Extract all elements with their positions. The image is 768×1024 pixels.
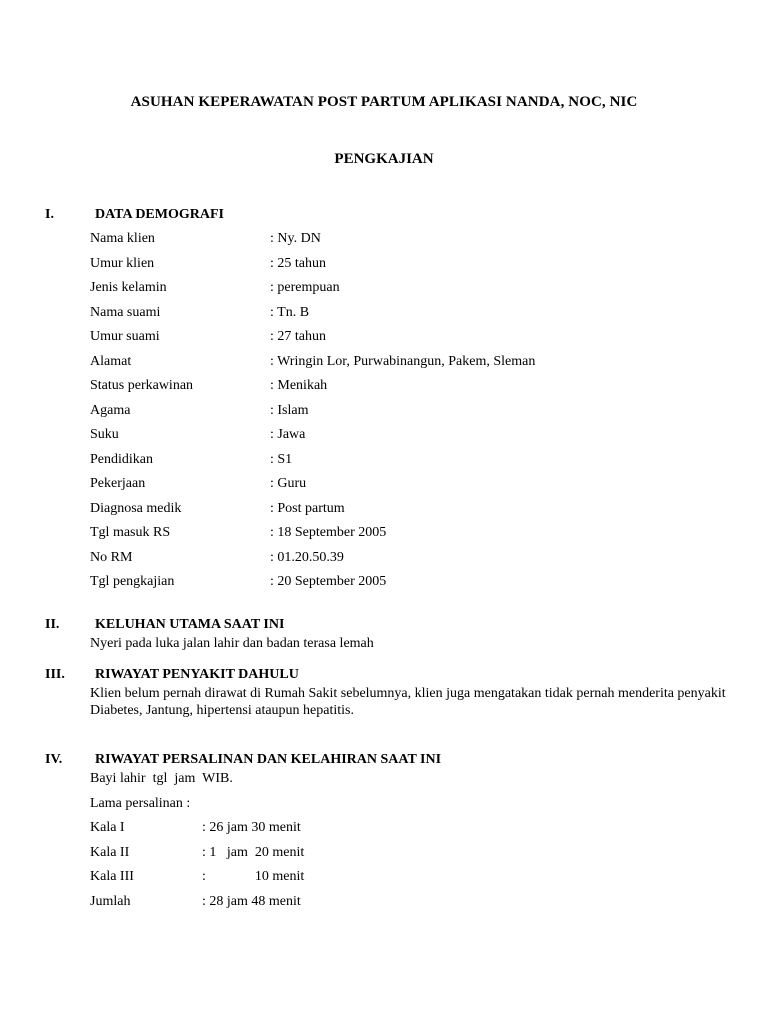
field-value: : Menikah xyxy=(270,378,328,393)
field-row xyxy=(90,476,735,501)
field-row xyxy=(90,305,735,330)
field-row xyxy=(90,403,735,428)
field-row xyxy=(90,378,735,403)
section-riwayat-penyakit xyxy=(45,667,735,719)
section-text: Klien belum pernah dirawat di Rumah Sakit sebelumnya, klien juga mengatakan tidak pernah menderita penyakit Diabetes, Jantung, hipertensi ataupun hepatitis. xyxy=(90,686,726,718)
document-title: ASUHAN KEPERAWATAN POST PARTUM APLIKASI NANDA, NOC, NIC xyxy=(130,94,638,110)
field-row xyxy=(90,501,735,526)
field-row xyxy=(90,550,735,575)
field-label: Jenis kelamin xyxy=(90,280,167,295)
section-riwayat-persalinan xyxy=(45,752,735,918)
field-row xyxy=(90,427,735,452)
section-demografi xyxy=(45,207,735,599)
section-heading xyxy=(45,667,735,685)
field-label: Pekerjaan xyxy=(90,476,146,491)
field-label: Diagnosa medik xyxy=(90,500,182,516)
section-text: Nyeri pada luka jalan lahir dan badan terasa lemah xyxy=(90,636,374,651)
section-number: III. xyxy=(45,667,65,682)
field-value: : S1 xyxy=(270,451,293,467)
field-label: Tgl pengkajian xyxy=(90,574,175,589)
field-row xyxy=(90,256,735,281)
section-heading xyxy=(45,207,735,225)
field-label: Umur suami xyxy=(90,329,160,344)
section-title: RIWAYAT PENYAKIT DAHULU xyxy=(95,667,299,682)
field-label: No RM xyxy=(90,549,133,565)
field-value: : Wringin Lor, Purwabinangun, Pakem, Sleman xyxy=(270,353,536,369)
field-label: Pendidikan xyxy=(90,451,153,467)
field-row xyxy=(90,280,735,305)
field-label: Nama klien xyxy=(90,231,155,246)
labor-heading: Lama persalinan : xyxy=(90,796,191,811)
field-label: Umur klien xyxy=(90,255,155,271)
labor-label: Jumlah xyxy=(90,893,131,909)
field-value: : 18 September 2005 xyxy=(270,525,387,540)
field-label: Agama xyxy=(90,402,131,418)
field-row xyxy=(90,525,735,550)
demographic-fields xyxy=(90,231,735,599)
labor-row xyxy=(90,869,735,894)
labor-value: : 26 jam 30 menit xyxy=(202,820,301,835)
labor-label: Kala I xyxy=(90,820,125,835)
section-heading xyxy=(45,752,735,770)
field-value: : 25 tahun xyxy=(270,255,326,271)
labor-row xyxy=(90,894,735,919)
labor-label: Kala III xyxy=(90,869,134,884)
section-number: IV. xyxy=(45,752,63,767)
labor-value: : 1 jam 20 menit xyxy=(202,844,305,860)
labor-row xyxy=(90,820,735,845)
document-subtitle: PENGKAJIAN xyxy=(334,151,434,167)
field-value: : perempuan xyxy=(270,280,340,295)
field-row xyxy=(90,452,735,477)
field-value: : Post partum xyxy=(270,500,345,516)
section-title: KELUHAN UTAMA SAAT INI xyxy=(95,617,285,632)
field-label: Status perkawinan xyxy=(90,378,194,393)
field-value: : Guru xyxy=(270,476,307,491)
field-value: : Islam xyxy=(270,402,309,418)
field-label: Alamat xyxy=(90,353,132,369)
field-value: : 27 tahun xyxy=(270,329,326,344)
section-number: I. xyxy=(45,207,54,222)
field-row xyxy=(90,231,735,256)
field-row xyxy=(90,354,735,379)
field-value: : 01.20.50.39 xyxy=(270,549,344,565)
section-title: DATA DEMOGRAFI xyxy=(95,207,224,222)
birth-line: Bayi lahir tgl jam WIB. xyxy=(90,771,233,786)
labor-durations xyxy=(90,820,735,918)
field-row xyxy=(90,329,735,354)
labor-label: Kala II xyxy=(90,844,130,860)
field-row xyxy=(90,574,735,599)
field-label: Suku xyxy=(90,427,119,442)
field-label: Tgl masuk RS xyxy=(90,525,171,540)
field-value: : Tn. B xyxy=(270,304,310,320)
field-value: : Jawa xyxy=(270,427,306,442)
labor-value: : 28 jam 48 menit xyxy=(202,893,301,909)
section-number: II. xyxy=(45,617,60,632)
field-label: Nama suami xyxy=(90,304,161,320)
section-keluhan-utama xyxy=(45,617,735,652)
labor-value: : 10 menit xyxy=(202,869,305,884)
labor-row xyxy=(90,845,735,870)
section-title: RIWAYAT PERSALINAN DAN KELAHIRAN SAAT INI xyxy=(95,752,442,767)
field-value: : 20 September 2005 xyxy=(270,574,387,589)
section-heading xyxy=(45,617,735,635)
field-value: : Ny. DN xyxy=(270,231,321,246)
